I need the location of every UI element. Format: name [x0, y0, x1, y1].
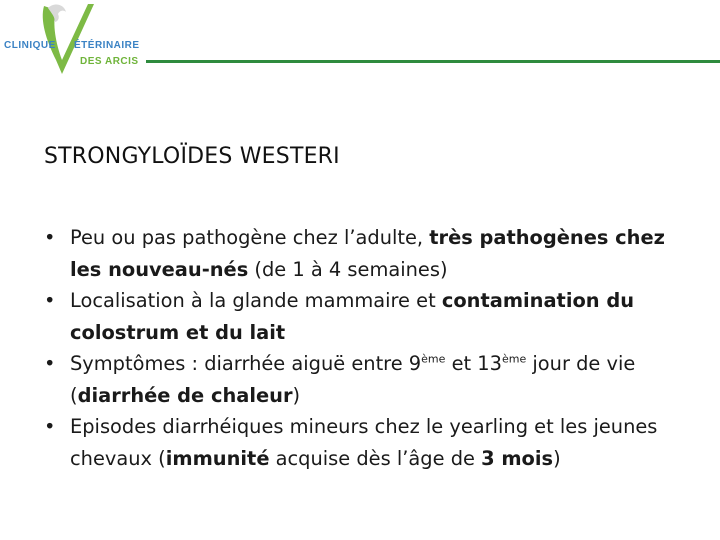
bold-run: diarrhée de chaleur	[77, 383, 293, 407]
superscript: ème	[501, 352, 527, 366]
text-run: )	[292, 383, 301, 407]
text-run: Peu ou pas pathogène chez l’adulte,	[70, 226, 430, 249]
bold-run: immunité	[165, 446, 270, 470]
slide-title: STRONGYLOÏDES WESTERI	[44, 144, 340, 169]
text-run: Episodes diarrhéiques mineurs chez le yearling et les jeunes chevaux (	[70, 415, 658, 470]
bullet-item	[44, 222, 694, 285]
text-run: acquise dès l’âge de	[269, 446, 482, 470]
bold-run: 3 mois	[481, 446, 554, 470]
clinic-logo	[0, 0, 720, 80]
text-run: et 13	[445, 352, 502, 375]
text-run: Symptômes : diarrhée aiguë entre 9	[70, 352, 422, 375]
logo-left-text: CLINIQUE	[4, 40, 56, 51]
text-run: (de 1 à 4 semaines)	[248, 257, 448, 281]
text-run: jour de vie (	[70, 352, 636, 407]
bold-run: très pathogènes chez les nouveau-nés	[70, 226, 665, 281]
bullet-item	[44, 348, 694, 411]
bullet-item	[44, 285, 694, 348]
text-run: )	[553, 446, 561, 470]
bullet-list	[44, 222, 694, 474]
superscript: ème	[421, 352, 446, 366]
bold-run: contamination du colostrum et du lait	[70, 289, 635, 344]
header-divider	[146, 60, 720, 63]
text-run: Localisation à la glande mammaire et	[70, 289, 442, 312]
logo-sub-text: DES ARCIS	[80, 56, 139, 67]
bullet-item	[44, 411, 694, 474]
logo-right-text: ÉTÉRINAIRE	[74, 40, 140, 51]
